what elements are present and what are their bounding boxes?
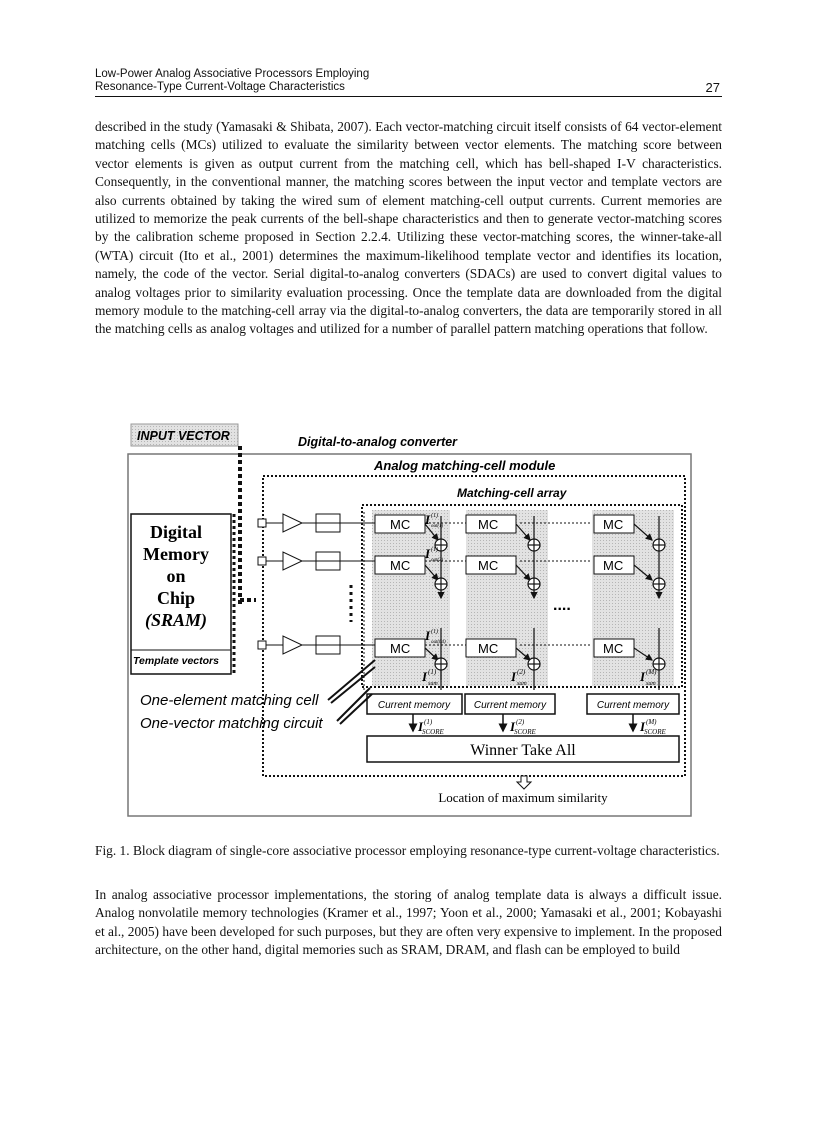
- output-arrow: [517, 776, 531, 789]
- input-vector-label: INPUT VECTOR: [137, 429, 230, 443]
- mc-r1-cM: MC: [603, 517, 624, 532]
- mc-r64-c1: MC: [390, 641, 411, 656]
- i-score1-sub: SCORE: [422, 728, 444, 736]
- i-score2-sup: (2): [516, 718, 525, 726]
- mc-r2-c1: MC: [390, 558, 411, 573]
- page-number: 27: [705, 80, 720, 95]
- current-memory-2-label: Current memory: [473, 700, 547, 711]
- one-element-label: One-element matching cell: [140, 692, 319, 709]
- i-sum1-symbol: I: [422, 669, 428, 684]
- i-out2-symbol: I: [425, 546, 431, 561]
- i-score2-sub: SCORE: [514, 728, 536, 736]
- i-out64-symbol: I: [425, 628, 431, 643]
- i-out64-sub: out(64): [431, 640, 446, 645]
- i-sum1-sup: (1): [428, 668, 437, 676]
- i-score1-symbol: I: [418, 719, 424, 734]
- body-paragraph-2: In analog associative processor implementations, the storing of analog template data is always a difficult issue. Analog nonvolatile memory technologies (Kramer et al., 1997; Yoon et al., 2000; Yamasaki et al., 2001; Kobayashi et al., 2005) have been developed for such purposes, but they are often very expensive to implement. In the proposed architecture, on the other hand, digital memories such as SRAM, DRAM, and flash can be employed to build: [95, 887, 722, 958]
- i-sumM-sup: (M): [646, 668, 657, 676]
- i-scoreM-symbol: I: [640, 719, 646, 734]
- i-out2-sup: (1): [431, 547, 438, 553]
- mc-r2-c2: MC: [478, 558, 499, 573]
- template-vectors-label: Template vectors: [133, 655, 219, 667]
- i-out64-sup: (1): [431, 629, 438, 635]
- i-score1-sup: (1): [424, 718, 433, 726]
- memory-line-4: Chip: [156, 588, 196, 608]
- location-label: Location of maximum similarity: [438, 790, 608, 805]
- memory-line-2: Memory: [143, 544, 209, 564]
- i-sum2-symbol: I: [511, 669, 517, 684]
- mc-r64-cM: MC: [603, 641, 624, 656]
- i-scoreM-sub: SCORE: [644, 728, 666, 736]
- ellipsis-label: ....: [553, 597, 571, 614]
- memory-line-3: on: [166, 566, 186, 586]
- wta-label: Winner Take All: [470, 742, 576, 759]
- memory-line-5: (SRAM): [144, 610, 208, 630]
- one-vector-label: One-vector matching circuit: [140, 715, 323, 732]
- i-score2-symbol: I: [510, 719, 516, 734]
- i-sum1-sub: sum: [428, 681, 438, 687]
- i-out2-sub: out(2): [431, 558, 444, 563]
- i-sumM-symbol: I: [640, 669, 646, 684]
- mc-r1-c2: MC: [478, 517, 499, 532]
- module-label: Analog matching-cell module: [374, 458, 556, 473]
- header-title-line1: Low-Power Analog Associative Processors Employing: [95, 68, 370, 80]
- figure-caption: Fig. 1. Block diagram of single-core associative processor employing resonance-type current-voltage characteristics.: [95, 843, 720, 858]
- mc-r1-c1: MC: [390, 517, 411, 532]
- i-out1-symbol: I: [425, 512, 431, 527]
- i-sum2-sub: sum: [517, 681, 527, 687]
- i-sum2-sup: (2): [517, 668, 526, 676]
- i-out1-sup: (1): [431, 513, 438, 519]
- mc-r64-c2: MC: [478, 641, 499, 656]
- i-sumM-sub: sum: [646, 681, 656, 687]
- memory-line-1: Digital: [150, 522, 202, 542]
- header-title-line2: Resonance-Type Current-Voltage Characteristics: [95, 81, 345, 93]
- i-scoreM-sup: (M): [646, 718, 657, 726]
- body-paragraph-1: described in the study (Yamasaki & Shibata, 2007). Each vector-matching circuit itself consists of 64 vector-element matching cells (MCs) utilized to evaluate the similarity between vector elements. The matching score between vector elements is given as output current from the matching cell, which has bell-shaped I-V characteristics. Consequently, in the conventional manner, the matching scores between the input vector and template vectors are also currents obtained by taking the wired sum of element matching-cell output currents. Current memories are utilized to memorize the peak currents of the bell-shape characteristics and then to generate vector-matching scores by the calibration scheme proposed in Section 2.2.4. Utilizing these vector-matching scores, the winner-take-all (WTA) circuit (Ito et al., 2001) determines the maximum-likelihood template vector and identifies its location, namely, the code of the vector. Serial digital-to-analog converters (SDACs) are used to convert digital values to analog voltages prior to similarity evaluation processing. Once the template data are downloaded from the digital memory module to the matching-cell array via the digital-to-analog converters, the data are temporarily stored in all the matching cells as analog voltages and utilized for a number of parallel pattern matching operations that follow.: [95, 119, 722, 337]
- array-label: Matching-cell array: [457, 486, 567, 500]
- current-memory-M-label: Current memory: [596, 700, 670, 711]
- i-out1-sub: out(1): [431, 524, 444, 529]
- current-memory-1-label: Current memory: [377, 700, 451, 711]
- mc-r2-cM: MC: [603, 558, 624, 573]
- dac-label: Digital-to-analog converter: [298, 435, 458, 449]
